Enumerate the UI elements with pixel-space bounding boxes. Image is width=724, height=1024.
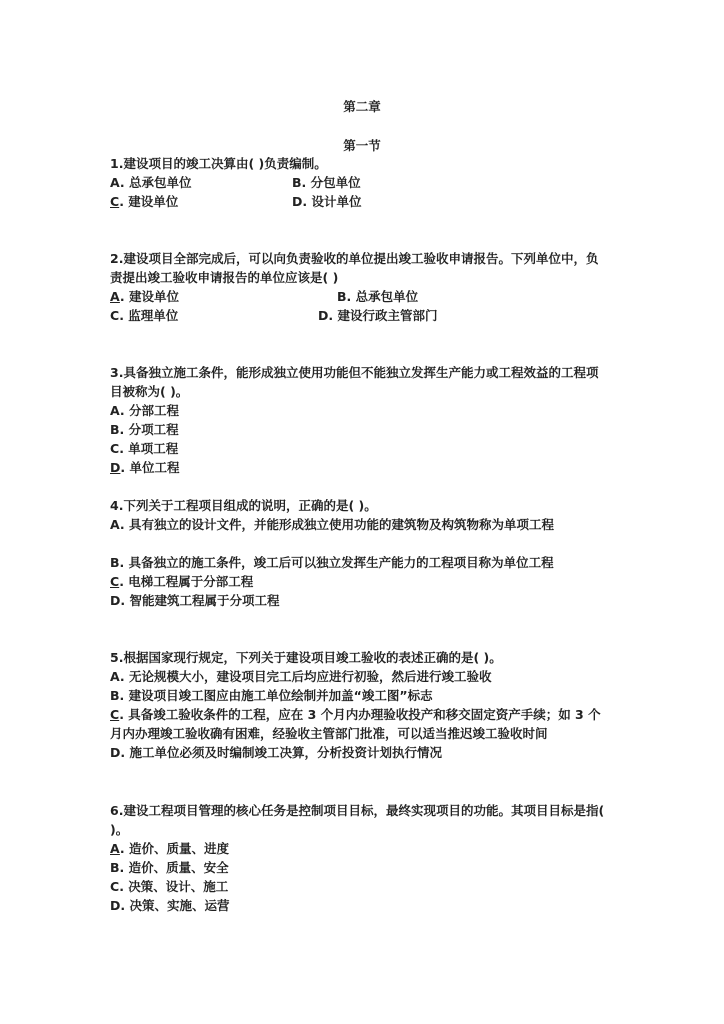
option-c: C. 具备竣工验收条件的工程，应在 3 个月内办理验收投产和移交固定资产手续；如 3 个月内办理竣工验收确有困难，经验收主管部门批准，可以适当推迟竣工验收时间: [110, 707, 601, 741]
option-d: D. 智能建筑工程属于分项工程: [110, 593, 280, 608]
option-c: C. 决策、设计、施工: [110, 879, 229, 894]
option-c: C. 监理单位: [110, 308, 179, 323]
option-c: C. 单项工程: [110, 441, 179, 456]
option-d: D. 建设行政主管部门: [318, 308, 438, 323]
question-stem: 2.建设项目全部完成后，可以向负责验收的单位提出竣工验收申请报告。下列单位中，负责提出竣工验收申请报告的单位应该是( ): [110, 251, 599, 285]
option-b: B. 造价、质量、安全: [110, 860, 229, 875]
question-6: [110, 801, 610, 915]
question-4: [110, 496, 610, 610]
option-b: B. 总承包单位: [337, 289, 419, 304]
option-a: A. 造价、质量、进度: [110, 841, 230, 856]
blank-line: [110, 534, 610, 553]
option-a: A. 无论规模大小，建设项目完工后均应进行初验，然后进行竣工验收: [110, 669, 492, 684]
question-stem: 4.下列关于工程项目组成的说明，正确的是( )。: [110, 498, 377, 513]
section-title: 第一节: [343, 138, 381, 153]
chapter-title: 第二章: [343, 99, 381, 114]
option-b: B. 建设项目竣工图应由施工单位绘制并加盖“竣工图”标志: [110, 688, 433, 703]
question-stem: 5.根据国家现行规定，下列关于建设项目竣工验收的表述正确的是( )。: [110, 650, 502, 665]
option-d: D. 设计单位: [292, 194, 362, 209]
option-a: A. 具有独立的设计文件，并能形成独立使用功能的建筑物及构筑物称为单项工程: [110, 517, 555, 532]
options-row: [110, 306, 610, 325]
option-d: D. 施工单位必须及时编制竣工决算，分析投资计划执行情况: [110, 745, 442, 760]
option-a: A. 建设单位: [110, 289, 180, 304]
option-d: D. 单位工程: [110, 460, 180, 475]
question-3: [110, 363, 610, 477]
option-b: B. 分项工程: [110, 422, 179, 437]
question-stem: 1.建设项目的竣工决算由( )负责编制。: [110, 156, 327, 171]
question-stem: 3.具备独立施工条件，能形成独立使用功能但不能独立发挥生产能力或工程效益的工程项目被称为( )。: [110, 365, 599, 399]
option-d: D. 决策、实施、运营: [110, 898, 230, 913]
question-2: [110, 249, 610, 325]
option-a: A. 分部工程: [110, 403, 180, 418]
option-a: A. 总承包单位: [110, 175, 192, 190]
options-row: [110, 173, 610, 192]
option-b: B. 分包单位: [292, 175, 361, 190]
question-1: [110, 154, 610, 211]
options-row: [110, 287, 610, 306]
option-b: B. 具备独立的施工条件，竣工后可以独立发挥生产能力的工程项目称为单位工程: [110, 555, 554, 570]
option-c: C. 建设单位: [110, 194, 179, 209]
question-5: [110, 648, 610, 762]
question-stem: 6.建设工程项目管理的核心任务是控制项目目标，最终实现项目的功能。其项目目标是指( )。: [110, 803, 605, 837]
options-row: [110, 192, 610, 211]
option-c: C. 电梯工程属于分部工程: [110, 574, 254, 589]
